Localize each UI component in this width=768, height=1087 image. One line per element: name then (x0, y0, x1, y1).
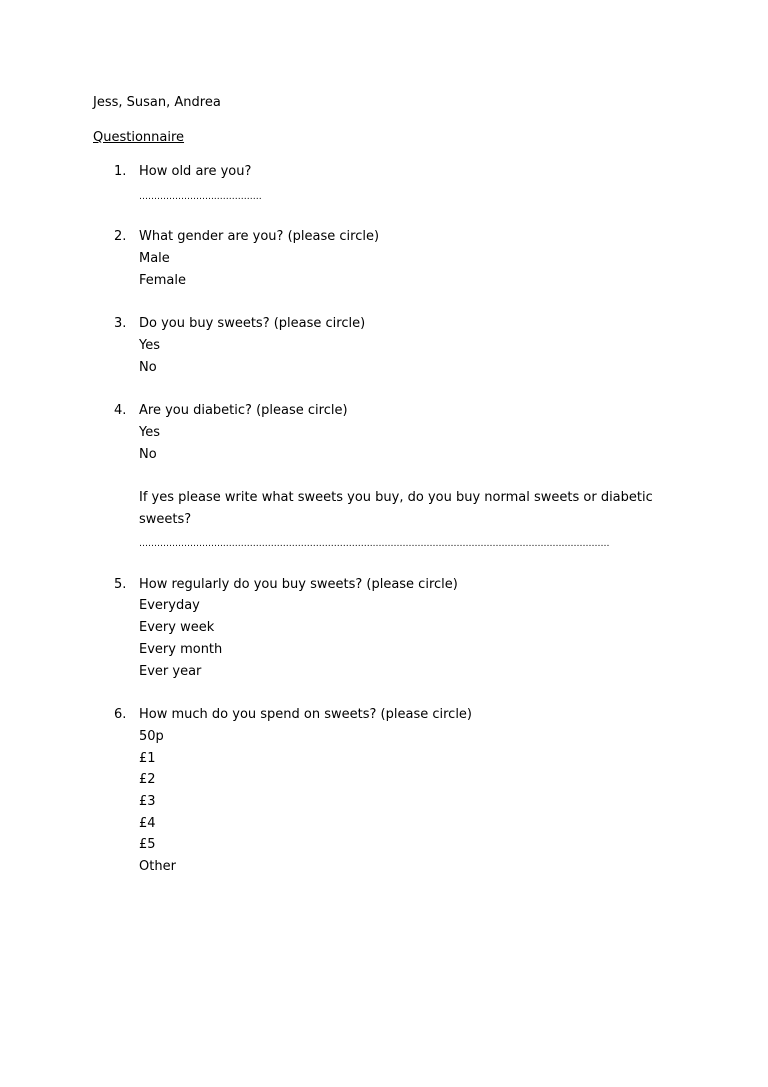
question-number: 3. (114, 316, 127, 331)
question-number: 1. (114, 164, 127, 179)
option-4-pounds[interactable]: £4 (139, 816, 156, 831)
page-title: Questionnaire (93, 130, 185, 145)
option-every-month[interactable]: Every month (139, 642, 223, 657)
followup-text-continued: sweets? (139, 512, 192, 527)
question-number: 2. (114, 229, 127, 244)
question-number: 4. (114, 403, 127, 418)
question-text: How much do you spend on sweets? (please circle) (139, 707, 472, 722)
question-text: What gender are you? (please circle) (139, 229, 380, 244)
answer-line: ………………………..…………………………………………..…………………………………………………………………… (139, 539, 610, 549)
option-other[interactable]: Other (139, 859, 176, 874)
question-text: Are you diabetic? (please circle) (139, 403, 348, 418)
option-3-pounds[interactable]: £3 (139, 794, 156, 809)
question-text: How regularly do you buy sweets? (please circle) (139, 577, 458, 592)
option-50p[interactable]: 50p (139, 729, 164, 744)
answer-line: ……………………..…………… (139, 192, 262, 202)
option-1-pound[interactable]: £1 (139, 751, 156, 766)
question-text: Do you buy sweets? (please circle) (139, 316, 366, 331)
followup-text: If yes please write what sweets you buy, do you buy normal sweets or diabetic (139, 490, 653, 505)
option-ever-year[interactable]: Ever year (139, 664, 202, 679)
option-everyday[interactable]: Everyday (139, 598, 200, 613)
option-yes[interactable]: Yes (139, 338, 160, 353)
option-2-pounds[interactable]: £2 (139, 772, 156, 787)
option-female[interactable]: Female (139, 273, 187, 288)
option-no[interactable]: No (139, 360, 157, 375)
question-text: How old are you? (139, 164, 252, 179)
option-yes[interactable]: Yes (139, 425, 160, 440)
option-5-pounds[interactable]: £5 (139, 837, 156, 852)
question-number: 6. (114, 707, 127, 722)
option-male[interactable]: Male (139, 251, 170, 266)
option-every-week[interactable]: Every week (139, 620, 215, 635)
question-number: 5. (114, 577, 127, 592)
option-no[interactable]: No (139, 447, 157, 462)
authors: Jess, Susan, Andrea (93, 95, 221, 110)
